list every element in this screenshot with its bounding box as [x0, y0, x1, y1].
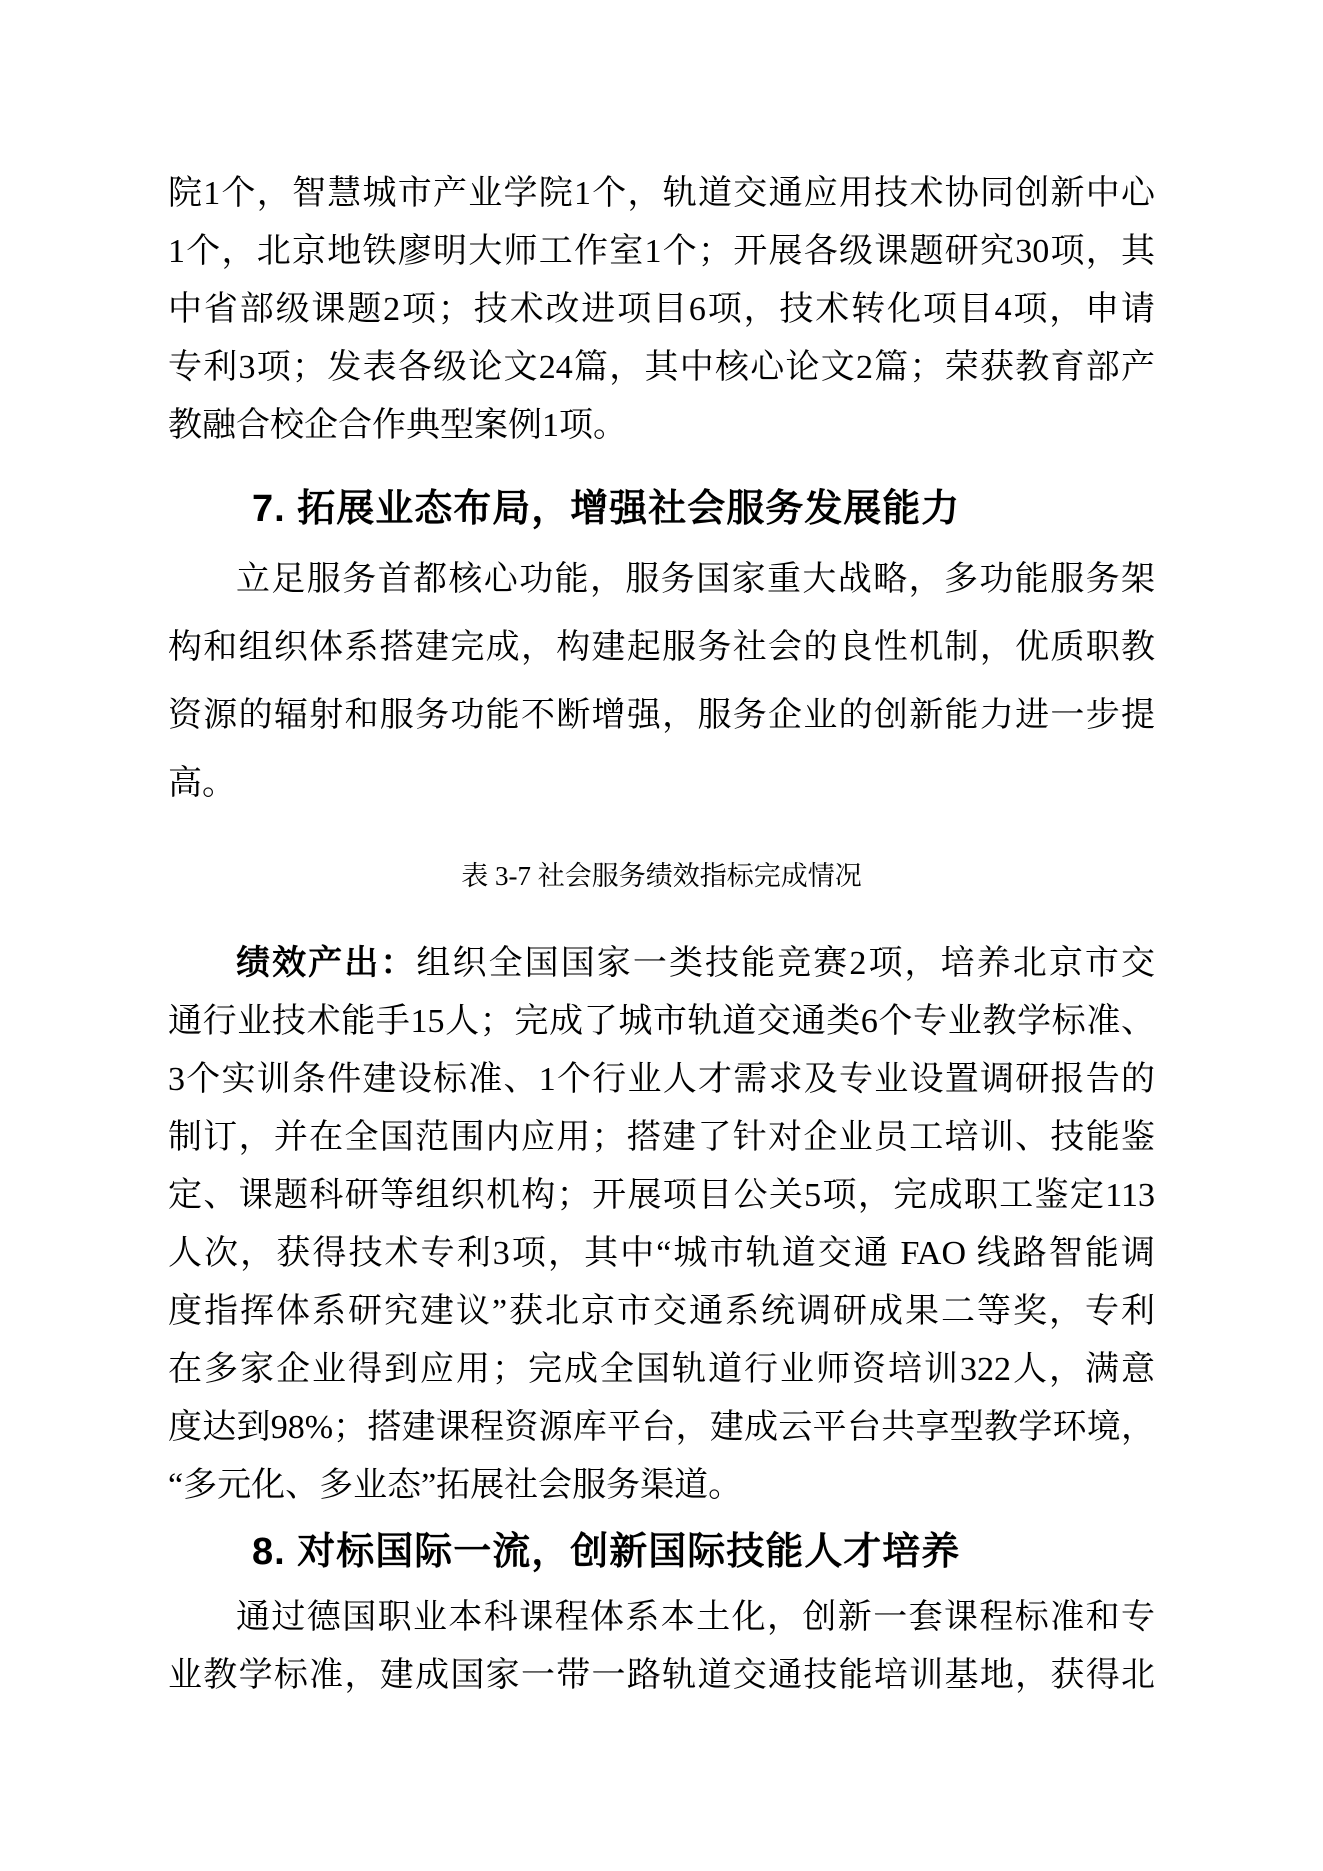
paragraph-line	[168, 339, 1155, 397]
text-segment: 制订，并在全国范围内应用；搭建了针对企业员工培训、技能鉴	[168, 1119, 1155, 1156]
paragraph-line	[168, 1647, 1155, 1705]
text-segment: 3个实训条件建设标准、1个行业人才需求及专业设置调研报告的	[168, 1061, 1155, 1098]
paragraph-line	[168, 1167, 1155, 1225]
paragraph-line	[168, 993, 1155, 1051]
paragraph-line	[168, 750, 1155, 818]
text-segment: 立足服务首都核心功能，服务国家重大战略，多功能服务架	[236, 561, 1155, 598]
paragraph-line	[168, 1051, 1155, 1109]
paragraph-line	[168, 1399, 1155, 1457]
paragraph-line	[168, 935, 1155, 993]
paragraph-line	[168, 682, 1155, 750]
text-segment: 度指挥体系研究建议”获北京市交通系统调研成果二等奖，专利	[168, 1293, 1155, 1330]
paragraph-section-8	[168, 1589, 1155, 1705]
text-segment: “多元化、多业态”拓展社会服务渠道。	[168, 1467, 743, 1504]
text-segment: 组织全国国家一类技能竞赛2项，培养北京市交	[416, 945, 1155, 982]
text-segment: 高。	[168, 765, 236, 802]
text-segment: 1个，北京地铁廖明大师工作室1个；开展各级课题研究30项，其	[168, 233, 1155, 270]
text-segment: 专利3项；发表各级论文24篇，其中核心论文2篇；荣获教育部产	[168, 349, 1155, 386]
paragraph-line	[168, 165, 1155, 223]
text-segment: 业教学标准，建成国家一带一路轨道交通技能培训基地，获得北	[168, 1657, 1155, 1694]
text-segment: 通过德国职业本科课程体系本土化，创新一套课程标准和专	[236, 1599, 1155, 1636]
paragraph-line	[168, 614, 1155, 682]
text-segment: 度达到98%；搭建课程资源库平台，建成云平台共享型教学环境，	[168, 1409, 1155, 1446]
paragraph-line	[168, 1225, 1155, 1283]
section-heading-8: 8. 对标国际一流，创新国际技能人才培养	[252, 1531, 961, 1573]
text-segment: 构和组织体系搭建完成，构建起服务社会的良性机制，优质职教	[168, 629, 1155, 666]
text-segment: 通行业技术能手15人；完成了城市轨道交通类6个专业教学标准、	[168, 1003, 1155, 1040]
paragraph-continuation	[168, 165, 1155, 455]
paragraph-line	[168, 1109, 1155, 1167]
text-segment: 教融合校企合作典型案例1项。	[168, 407, 627, 444]
paragraph-line	[168, 546, 1155, 614]
bold-lead-text: 绩效产出：	[236, 945, 417, 982]
paragraph-line	[168, 223, 1155, 281]
paragraph-line	[168, 1589, 1155, 1647]
table-caption: 表 3-7 社会服务绩效指标完成情况	[461, 861, 862, 891]
text-segment: 资源的辐射和服务功能不断增强，服务企业的创新能力进一步提	[168, 697, 1155, 734]
paragraph-performance-output	[168, 935, 1155, 1515]
text-segment: 在多家企业得到应用；完成全国轨道行业师资培训322人，满意	[168, 1351, 1155, 1388]
paragraph-line	[168, 1341, 1155, 1399]
text-segment: 院1个，智慧城市产业学院1个，轨道交通应用技术协同创新中心	[168, 175, 1155, 212]
text-segment: 中省部级课题2项；技术改进项目6项，技术转化项目4项，申请	[168, 291, 1155, 328]
paragraph-line	[168, 1283, 1155, 1341]
paragraph-line	[168, 397, 1155, 455]
paragraph-section-7	[168, 546, 1155, 818]
text-segment: 人次，获得技术专利3项，其中“城市轨道交通 FAO 线路智能调	[168, 1235, 1155, 1272]
paragraph-line	[168, 1457, 1155, 1515]
section-heading-7: 7. 拓展业态布局，增强社会服务发展能力	[252, 488, 961, 530]
text-segment: 定、课题科研等组织机构；开展项目公关5项，完成职工鉴定113	[168, 1177, 1155, 1214]
paragraph-line	[168, 281, 1155, 339]
